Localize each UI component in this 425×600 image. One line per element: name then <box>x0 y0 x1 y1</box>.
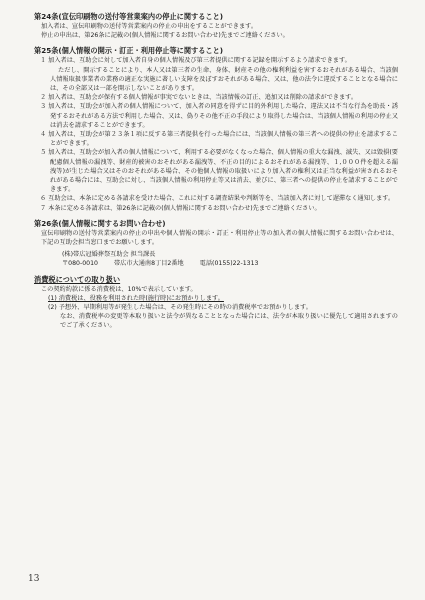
contact-org: (株)帯広冠婚葬祭互助会 担当課長 <box>62 251 156 259</box>
article-25-title: 第25条(個人情報の開示・訂正・利用停止等に関すること) <box>34 46 224 56</box>
contact-block <box>34 250 398 268</box>
article-25-item-3: ３ 加入者は、互助会が加入者の個人情報について、加入者の同意を得ずに目的外利用した場合、違法又は不当な行為を助長・誘発するおそれがある方法で利用した場合、又は、偽りその他不正の手段により取得した場合は、当該個人情報の利用の停止又は消去を請求することができます。 <box>40 103 398 129</box>
tax-intro: この契約約款に係る消費税は、10%で表示しています。 <box>41 285 197 293</box>
article-25-item-1-proviso: ただし、開示することにより、本人又は第三者の生命、身体、財産その他の権利利益を害するおそれがある場合、当該個人情報取扱事業者の業務の適正な実施に著しい支障を及ぼすおそれがある場合、又は、他の法令に違反することとなる場合には、その全部又は一部を開示しないことがあります。 <box>50 66 398 93</box>
contact-address: 帯広市大通南8丁目2番地 <box>113 260 184 268</box>
contact-postal: 〒080-0010 <box>62 260 98 268</box>
article-25-item-5: ５ 加入者は、互助会が加入者の個人情報について、利用する必要がなくなった場合、個人情報の重大な漏洩、滅失、又は毀損(要配慮個人情報の漏洩等、財産的被害のおそれがある漏洩等、不正の目的によるおそれがある漏洩等、１,０００件を超える漏洩等)が生じた場合又はそのおそれがある場合、その他個人情報の取扱いにより加入者の権利又は正当な利益が害されるおそれがある場合には、互助会に対し、当該個人情報の利用停止等又は消去、並びに、第三者への提供の停止を請求することができます。 <box>40 149 398 194</box>
article-25-item-7: ７ 本条に定める各請求は、第26条に記載の(個人情報に関するお問い合わせ)先までご連絡ください。 <box>40 204 321 212</box>
tax-item-1-text: (1) 消費税は、役務を利用された時(施行時)にお預かりします。 <box>48 294 224 302</box>
article-25-item-4: ４ 加入者は、互助会が第２３条１項に反する第三者提供を行った場合には、当該個人情報の第三者への提供の停止を請求することができます。 <box>40 131 398 148</box>
document-body <box>34 12 398 331</box>
tax-item-2: (2) 予想外、早期利用等が発生した場合は、その発生時にその時の消費税率でお預かりします。 <box>48 304 312 312</box>
article-26-line-1: 宣伝印刷物の送付等営業案内の停止の申出や個人情報の開示・訂正・利用停止等の加入者の個人情報に関するお問い合わせは、下記の互助会担当窓口までお願いします。 <box>41 229 398 247</box>
contact-address-line <box>62 259 398 268</box>
article-25-item-1: １ 加入者は、互助会に対して加入者自身の個人情報及び第三者提供に関する記録を開示するよう請求できます。 <box>40 57 351 65</box>
tax-item-2-note: なお、消費税率の変更等本取り扱いと法令が異なることとなった場合には、法令が本取り扱いに優先して適用されますのでご了承ください。 <box>60 313 398 330</box>
article-24-line-1: 加入者は、宣伝印刷物の送付等営業案内の停止の申出をすることができます。 <box>41 23 258 30</box>
article-24-title: 第24条(宣伝印刷物の送付等営業案内の停止に関すること) <box>34 12 224 21</box>
contact-phone: 電話(0155)22-1313 <box>199 260 259 268</box>
tax-item-1 <box>34 294 398 303</box>
article-25-item-2: ２ 加入者は、互助会が保有する個人情報が事実でないときは、当該情報の訂正、追加又は削除の請求ができます。 <box>40 94 358 102</box>
article-26-title: 第26条(個人情報に関するお問い合わせ) <box>34 218 166 228</box>
article-25-item-6: ６ 互助会は、本条に定める各請求を受けた場合、これに対する調査結果や判断等を、当該加入者に対して遅滞なく通知します。 <box>40 195 395 203</box>
article-24-line-2: 停止の申出は、第26条に記載の(個人情報に関するお問い合わせ)先までご連絡ください。 <box>41 32 289 40</box>
page-number: 13 <box>28 574 40 584</box>
tax-section-title: 消費税についての取り扱い <box>34 274 121 284</box>
